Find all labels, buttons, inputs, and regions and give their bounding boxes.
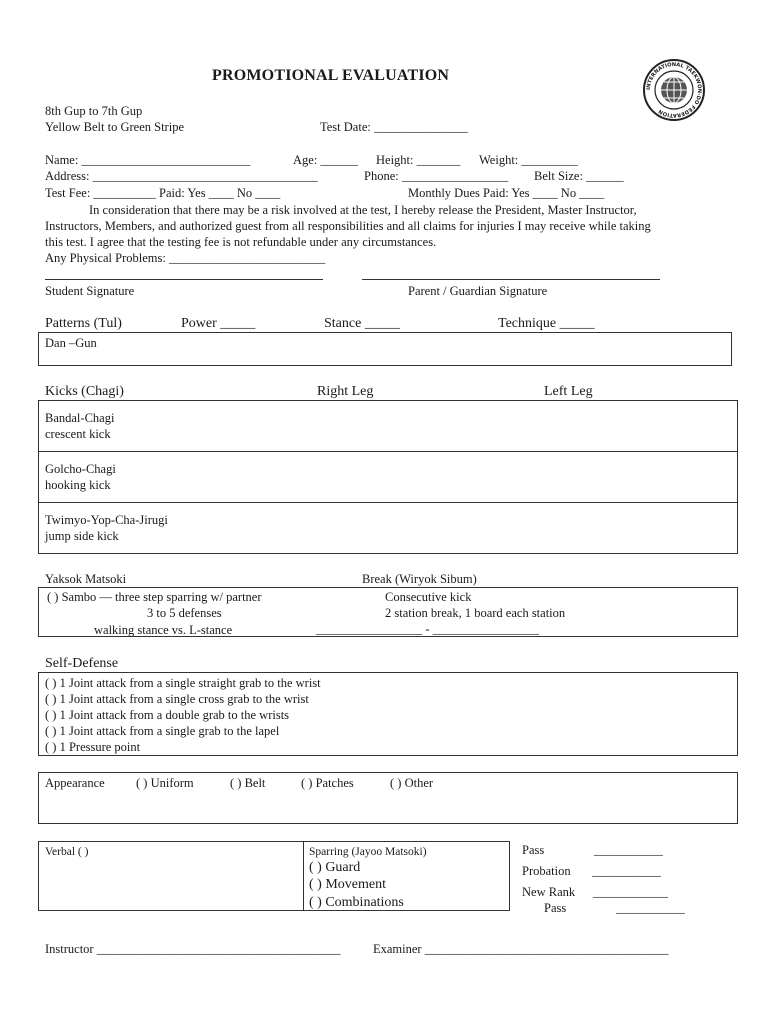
right-leg-heading: Right Leg bbox=[317, 384, 374, 399]
appearance-box bbox=[38, 772, 738, 824]
sambo-checkbox[interactable]: ( ) Sambo — three step sparring w/ partner bbox=[47, 590, 262, 604]
release-line-1: In consideration that there may be a risk involved at the test, I hereby release the President, Master Instructor, bbox=[89, 203, 637, 217]
new-rank-field[interactable]: ____________ bbox=[593, 885, 668, 899]
age-field[interactable]: Age: ______ bbox=[293, 153, 358, 167]
self-defense-item[interactable]: ( ) 1 Joint attack from a single grab to the lapel bbox=[45, 724, 280, 738]
appearance-label: Appearance bbox=[45, 776, 105, 790]
row-divider bbox=[39, 451, 737, 452]
instructor-signature-field[interactable]: Instructor _______________________________________ bbox=[45, 942, 341, 956]
belt-checkbox[interactable]: ( ) Belt bbox=[230, 776, 266, 790]
itf-seal-logo bbox=[642, 58, 706, 122]
row-divider bbox=[39, 502, 737, 503]
kick-korean-name: Twimyo-Yop-Cha-Jirugi bbox=[45, 513, 168, 527]
probation-field[interactable]: ___________ bbox=[592, 864, 661, 878]
combinations-checkbox[interactable]: ( ) Combinations bbox=[309, 895, 404, 910]
break-score-fields[interactable]: _________________ - _________________ bbox=[316, 622, 539, 636]
release-line-2: Instructors, Members, and authorized guest from all responsibilities and all claims for injuries I may receive while taking bbox=[45, 219, 651, 233]
self-defense-item[interactable]: ( ) 1 Pressure point bbox=[45, 740, 141, 754]
self-defense-item[interactable]: ( ) 1 Joint attack from a single cross grab to the wrist bbox=[45, 692, 309, 706]
kick-english-name: jump side kick bbox=[45, 529, 119, 543]
self-defense-item[interactable]: ( ) 1 Joint attack from a double grab to the wrists bbox=[45, 708, 290, 722]
rank-from-to: 8th Gup to 7th Gup bbox=[45, 104, 143, 118]
height-field[interactable]: Height: _______ bbox=[376, 153, 461, 167]
seal-text: INTERNATIONAL TAEKWON-DO FEDERATION bbox=[645, 61, 703, 119]
name-field[interactable]: Name: ___________________________ bbox=[45, 153, 251, 167]
physical-problems-field[interactable]: Any Physical Problems: _________________________ bbox=[45, 251, 326, 265]
new-rank-label: New Rank bbox=[522, 885, 576, 899]
weight-field[interactable]: Weight: _________ bbox=[479, 153, 578, 167]
stances-text: walking stance vs. L-stance bbox=[94, 623, 233, 637]
guard-checkbox[interactable]: ( ) Guard bbox=[309, 860, 361, 875]
defenses-text: 3 to 5 defenses bbox=[147, 606, 222, 620]
kicks-heading: Kicks (Chagi) bbox=[45, 384, 124, 399]
probation-label: Probation bbox=[522, 864, 571, 878]
sparring-break-box bbox=[38, 587, 738, 637]
other-checkbox[interactable]: ( ) Other bbox=[390, 776, 434, 790]
self-defense-heading: Self-Defense bbox=[45, 656, 119, 671]
release-line-3: this test. I agree that the testing fee is not refundable under any circumstances. bbox=[45, 235, 437, 249]
uniform-checkbox[interactable]: ( ) Uniform bbox=[136, 776, 194, 790]
break-type: Consecutive kick bbox=[385, 590, 472, 604]
pattern-name: Dan –Gun bbox=[45, 336, 97, 350]
pass-label: Pass bbox=[522, 843, 545, 857]
parent-signature-line[interactable] bbox=[362, 279, 660, 280]
pass-field[interactable]: ___________ bbox=[594, 843, 663, 857]
break-heading: Break (Wiryok Sibum) bbox=[362, 572, 477, 586]
yaksok-heading: Yaksok Matsoki bbox=[45, 572, 127, 586]
belt-from-to: Yellow Belt to Green Stripe bbox=[45, 120, 184, 134]
kick-korean-name: Bandal-Chagi bbox=[45, 411, 115, 425]
self-defense-item[interactable]: ( ) 1 Joint attack from a single straight grab to the wrist bbox=[45, 676, 321, 690]
verbal-checkbox[interactable]: Verbal ( ) bbox=[45, 846, 89, 858]
power-field[interactable]: Power _____ bbox=[181, 316, 256, 331]
self-defense-box bbox=[38, 672, 738, 756]
student-signature-line[interactable] bbox=[45, 279, 323, 280]
column-divider bbox=[303, 842, 304, 910]
phone-field[interactable]: Phone: _________________ bbox=[364, 169, 509, 183]
examiner-signature-field[interactable]: Examiner _______________________________________ bbox=[373, 942, 669, 956]
break-detail: 2 station break, 1 board each station bbox=[385, 606, 566, 620]
left-leg-heading: Left Leg bbox=[544, 384, 593, 399]
kick-korean-name: Golcho-Chagi bbox=[45, 462, 116, 476]
patches-checkbox[interactable]: ( ) Patches bbox=[301, 776, 354, 790]
belt-size-field[interactable]: Belt Size: ______ bbox=[534, 169, 624, 183]
student-signature-label: Student Signature bbox=[45, 284, 135, 298]
new-rank-pass-field[interactable]: ___________ bbox=[616, 901, 685, 915]
verbal-sparring-box bbox=[38, 841, 510, 911]
parent-signature-label: Parent / Guardian Signature bbox=[408, 284, 548, 298]
address-field[interactable]: Address: ____________________________________ bbox=[45, 169, 318, 183]
technique-field[interactable]: Technique _____ bbox=[498, 316, 595, 331]
sparring-heading: Sparring (Jayoo Matsoki) bbox=[309, 846, 427, 858]
release-paragraph bbox=[45, 202, 725, 250]
stance-field[interactable]: Stance _____ bbox=[324, 316, 400, 331]
movement-checkbox[interactable]: ( ) Movement bbox=[309, 877, 386, 892]
kick-english-name: crescent kick bbox=[45, 427, 111, 441]
test-date-field[interactable]: Test Date: _______________ bbox=[320, 120, 468, 134]
patterns-heading: Patterns (Tul) bbox=[45, 316, 122, 331]
kick-english-name: hooking kick bbox=[45, 478, 111, 492]
new-rank-pass-label: Pass bbox=[544, 901, 567, 915]
test-fee-field[interactable]: Test Fee: __________ Paid: Yes ____ No ____ bbox=[45, 186, 281, 200]
monthly-dues-field[interactable]: Monthly Dues Paid: Yes ____ No ____ bbox=[408, 186, 605, 200]
kicks-table bbox=[38, 400, 738, 554]
patterns-box bbox=[38, 332, 732, 366]
page-title: PROMOTIONAL EVALUATION bbox=[212, 67, 450, 84]
